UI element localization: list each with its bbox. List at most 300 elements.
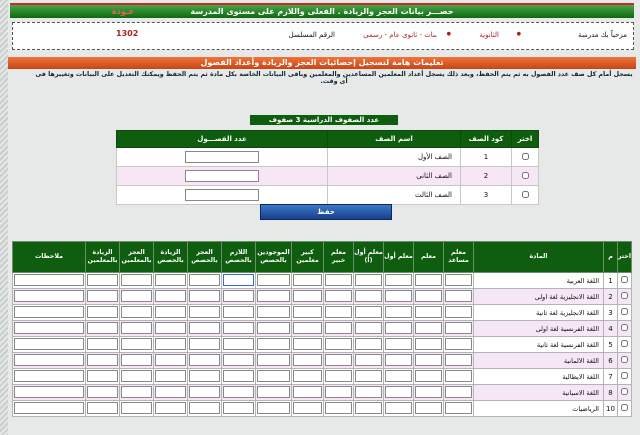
expert-teacher-input[interactable] — [325, 274, 352, 286]
table-row — [13, 401, 632, 417]
present-periods-input[interactable] — [257, 386, 289, 398]
assistant-teacher-input[interactable] — [445, 290, 472, 302]
expert-teacher-cell — [324, 321, 354, 337]
assistant-teacher-input[interactable] — [445, 370, 472, 382]
surplus-teachers-input[interactable] — [87, 306, 117, 318]
deficit-teachers-cell — [120, 353, 154, 369]
first-teacher-input[interactable] — [385, 290, 412, 302]
first-teacher-a-input[interactable] — [355, 322, 382, 334]
serial-number: 1302 — [116, 29, 139, 38]
senior-teacher-input[interactable] — [293, 354, 322, 366]
first-teacher-cell — [384, 305, 414, 321]
grade-code: 1 — [461, 148, 512, 167]
notes-input[interactable] — [14, 274, 84, 286]
deficit-periods-input[interactable] — [189, 370, 219, 382]
deficit-teachers-input[interactable] — [121, 274, 151, 286]
table-row — [13, 289, 632, 305]
first-teacher-input[interactable] — [385, 354, 412, 366]
first-teacher-cell — [384, 289, 414, 305]
assistant-teacher-cell — [444, 289, 474, 305]
present-periods-cell — [256, 305, 292, 321]
first-teacher-a-cell — [354, 401, 384, 417]
senior-teacher-cell — [292, 305, 324, 321]
save-button[interactable]: حفظ — [260, 204, 392, 220]
deficit-periods-input[interactable] — [189, 290, 219, 302]
senior-teacher-input[interactable] — [293, 274, 322, 286]
teacher-cell — [414, 353, 444, 369]
row-select — [618, 273, 632, 289]
school-info-box — [12, 22, 634, 50]
required-periods-cell — [222, 337, 256, 353]
first-teacher-a-input[interactable] — [355, 402, 382, 414]
present-periods-cell — [256, 337, 292, 353]
subjects-header-row — [13, 242, 632, 273]
present-periods-input[interactable] — [257, 322, 289, 334]
row-checkbox[interactable] — [621, 324, 628, 331]
notes-cell — [13, 305, 86, 321]
notes-input[interactable] — [14, 322, 84, 334]
surplus-periods-input[interactable] — [155, 370, 185, 382]
surplus-teachers-cell — [86, 337, 120, 353]
expert-teacher-cell — [324, 305, 354, 321]
surplus-periods-input[interactable] — [155, 402, 185, 414]
deficit-teachers-cell — [120, 385, 154, 401]
deficit-teachers-input[interactable] — [121, 402, 151, 414]
surplus-teachers-input[interactable] — [87, 338, 117, 350]
teacher-input[interactable] — [415, 322, 442, 334]
senior-teacher-cell — [292, 273, 324, 289]
deficit-teachers-input[interactable] — [121, 354, 151, 366]
present-periods-cell — [256, 401, 292, 417]
first-teacher-input[interactable] — [385, 306, 412, 318]
deficit-teachers-input[interactable] — [121, 322, 151, 334]
deficit-periods-input[interactable] — [189, 354, 219, 366]
first-teacher-a-cell — [354, 273, 384, 289]
first-teacher-a-input[interactable] — [355, 274, 382, 286]
subject-num: 6 — [604, 353, 618, 369]
classes-cell — [117, 148, 328, 167]
grades-count-heading: عدد الصفوف الدراسية 3 صفوف — [250, 115, 398, 125]
first-teacher-a-input[interactable] — [355, 338, 382, 350]
notes-input[interactable] — [14, 290, 84, 302]
first-teacher-a-input[interactable] — [355, 386, 382, 398]
notes-cell — [13, 401, 86, 417]
surplus-teachers-input[interactable] — [87, 274, 117, 286]
table-row — [117, 148, 539, 167]
first-teacher-input[interactable] — [385, 274, 412, 286]
subjects-table — [12, 241, 632, 417]
expert-teacher-cell — [324, 369, 354, 385]
surplus-teachers-input[interactable] — [87, 402, 117, 414]
back-link[interactable]: عـودة — [112, 7, 135, 16]
deficit-teachers-input[interactable] — [121, 290, 151, 302]
required-periods-input[interactable] — [223, 354, 253, 366]
present-periods-cell — [256, 385, 292, 401]
required-periods-cell — [222, 289, 256, 305]
surplus-teachers-input[interactable] — [87, 290, 117, 302]
surplus-periods-cell — [154, 289, 188, 305]
teacher-cell — [414, 273, 444, 289]
expert-teacher-cell — [324, 353, 354, 369]
title-bar — [10, 3, 634, 18]
col-deficit-periods: العجز بالحصص — [188, 242, 222, 273]
subject-name: اللغة الانجليزية لغة اولى — [474, 289, 604, 305]
surplus-teachers-cell — [86, 305, 120, 321]
surplus-periods-input[interactable] — [155, 338, 185, 350]
surplus-periods-cell — [154, 273, 188, 289]
subject-name: اللغة العربية — [474, 273, 604, 289]
col-select: اختر — [512, 131, 539, 148]
deficit-teachers-input[interactable] — [121, 370, 151, 382]
row-checkbox[interactable] — [621, 372, 628, 379]
table-row — [13, 305, 632, 321]
senior-teacher-input[interactable] — [293, 386, 322, 398]
col-assistant-teacher: معلم مساعد — [444, 242, 474, 273]
required-periods-input[interactable] — [223, 322, 253, 334]
teacher-input[interactable] — [415, 354, 442, 366]
first-teacher-input[interactable] — [385, 402, 412, 414]
grades-header-row — [117, 131, 539, 148]
deficit-teachers-cell — [120, 305, 154, 321]
first-teacher-cell — [384, 385, 414, 401]
row-select — [512, 167, 539, 186]
deficit-teachers-input[interactable] — [121, 386, 151, 398]
notes-input[interactable] — [14, 338, 84, 350]
required-periods-input[interactable] — [223, 306, 253, 318]
first-teacher-cell — [384, 337, 414, 353]
bullet-icon: ● — [516, 31, 521, 37]
surplus-teachers-input[interactable] — [87, 354, 117, 366]
grade-code: 3 — [461, 186, 512, 205]
deficit-periods-input[interactable] — [189, 338, 219, 350]
assistant-teacher-input[interactable] — [445, 274, 472, 286]
row-select — [512, 148, 539, 167]
left-texture-strip — [0, 0, 8, 435]
deficit-periods-input[interactable] — [189, 402, 219, 414]
teacher-cell — [414, 337, 444, 353]
serial-label: الرقم المسلسل — [288, 31, 335, 39]
present-periods-input[interactable] — [257, 338, 289, 350]
deficit-periods-cell — [188, 289, 222, 305]
assistant-teacher-input[interactable] — [445, 322, 472, 334]
present-periods-cell — [256, 289, 292, 305]
surplus-periods-input[interactable] — [155, 306, 185, 318]
subject-num: 4 — [604, 321, 618, 337]
deficit-teachers-cell — [120, 321, 154, 337]
senior-teacher-cell — [292, 321, 324, 337]
surplus-teachers-cell — [86, 401, 120, 417]
first-teacher-a-cell — [354, 353, 384, 369]
notes-cell — [13, 353, 86, 369]
school-type-value: بنات - ثانوى عام - رسمى — [363, 31, 437, 39]
grade-name: الصف الأول — [328, 148, 461, 167]
surplus-teachers-input[interactable] — [87, 370, 117, 382]
surplus-teachers-cell — [86, 385, 120, 401]
col-expert-teacher: معلم خبير — [324, 242, 354, 273]
senior-teacher-cell — [292, 337, 324, 353]
deficit-periods-cell — [188, 385, 222, 401]
teacher-cell — [414, 321, 444, 337]
row-select — [618, 289, 632, 305]
subject-num: 7 — [604, 369, 618, 385]
surplus-teachers-cell — [86, 289, 120, 305]
first-teacher-a-cell — [354, 385, 384, 401]
grade-name: الصف الثانى — [328, 167, 461, 186]
teacher-input[interactable] — [415, 306, 442, 318]
expert-teacher-cell — [324, 401, 354, 417]
required-periods-cell — [222, 321, 256, 337]
surplus-teachers-cell — [86, 353, 120, 369]
first-teacher-cell — [384, 273, 414, 289]
expert-teacher-input[interactable] — [325, 306, 352, 318]
deficit-periods-input[interactable] — [189, 306, 219, 318]
first-teacher-cell — [384, 321, 414, 337]
deficit-periods-cell — [188, 353, 222, 369]
notes-input[interactable] — [14, 370, 84, 382]
first-teacher-a-cell — [354, 369, 384, 385]
required-periods-input[interactable] — [223, 386, 253, 398]
deficit-teachers-input[interactable] — [121, 306, 151, 318]
surplus-teachers-cell — [86, 369, 120, 385]
required-periods-cell — [222, 369, 256, 385]
teacher-input[interactable] — [415, 370, 442, 382]
required-periods-input[interactable] — [223, 274, 253, 286]
surplus-periods-cell — [154, 337, 188, 353]
row-checkbox[interactable] — [522, 153, 529, 160]
assistant-teacher-input[interactable] — [445, 354, 472, 366]
surplus-periods-cell — [154, 353, 188, 369]
present-periods-input[interactable] — [257, 370, 289, 382]
notes-input[interactable] — [14, 306, 84, 318]
deficit-periods-cell — [188, 337, 222, 353]
expert-teacher-input[interactable] — [325, 338, 352, 350]
row-select — [618, 385, 632, 401]
assistant-teacher-input[interactable] — [445, 338, 472, 350]
surplus-periods-input[interactable] — [155, 290, 185, 302]
col-surplus-teachers: الزيادة بالمعلمين — [86, 242, 120, 273]
assistant-teacher-cell — [444, 401, 474, 417]
teacher-input[interactable] — [415, 274, 442, 286]
required-periods-cell — [222, 353, 256, 369]
teacher-cell — [414, 289, 444, 305]
row-select — [618, 321, 632, 337]
deficit-teachers-cell — [120, 337, 154, 353]
senior-teacher-cell — [292, 289, 324, 305]
required-periods-input[interactable] — [223, 338, 253, 350]
assistant-teacher-input[interactable] — [445, 306, 472, 318]
required-periods-cell — [222, 401, 256, 417]
senior-teacher-input[interactable] — [293, 370, 322, 382]
row-select — [618, 401, 632, 417]
notes-cell — [13, 369, 86, 385]
row-select — [618, 369, 632, 385]
table-row — [13, 337, 632, 353]
col-grade-code: كود الصف — [461, 131, 512, 148]
surplus-teachers-input[interactable] — [87, 386, 117, 398]
required-periods-input[interactable] — [223, 370, 253, 382]
first-teacher-input[interactable] — [385, 370, 412, 382]
first-teacher-input[interactable] — [385, 386, 412, 398]
row-checkbox[interactable] — [621, 340, 628, 347]
senior-teacher-input[interactable] — [293, 402, 322, 414]
expert-teacher-input[interactable] — [325, 322, 352, 334]
first-teacher-a-cell — [354, 289, 384, 305]
subject-num: 8 — [604, 385, 618, 401]
first-teacher-a-input[interactable] — [355, 290, 382, 302]
page-title: حصـــر بيانات العجز والزيادة . الفعلى واللازم على مستوى المدرسة — [190, 7, 454, 16]
table-row — [13, 369, 632, 385]
stage-value: الثانوية — [479, 31, 499, 39]
col-surplus-periods: الزيادة بالحصص — [154, 242, 188, 273]
subject-name: اللغة الانجليزية لغة ثانية — [474, 305, 604, 321]
present-periods-input[interactable] — [257, 306, 289, 318]
classes-count-input[interactable] — [185, 189, 259, 201]
subject-name: اللغة الالمانية — [474, 353, 604, 369]
expert-teacher-input[interactable] — [325, 370, 352, 382]
surplus-periods-input[interactable] — [155, 354, 185, 366]
row-checkbox[interactable] — [621, 404, 628, 411]
notes-cell — [13, 321, 86, 337]
classes-count-input[interactable] — [185, 151, 259, 163]
subject-num: 10 — [604, 401, 618, 417]
col-notes: ملاحظات — [13, 242, 86, 273]
teacher-cell — [414, 369, 444, 385]
expert-teacher-input[interactable] — [325, 290, 352, 302]
grades-table — [116, 130, 539, 205]
deficit-periods-input[interactable] — [189, 386, 219, 398]
row-select — [618, 337, 632, 353]
deficit-teachers-cell — [120, 369, 154, 385]
deficit-periods-input[interactable] — [189, 274, 219, 286]
assistant-teacher-input[interactable] — [445, 386, 472, 398]
present-periods-cell — [256, 353, 292, 369]
row-checkbox[interactable] — [621, 276, 628, 283]
first-teacher-a-input[interactable] — [355, 370, 382, 382]
row-checkbox[interactable] — [621, 308, 628, 315]
deficit-periods-cell — [188, 273, 222, 289]
teacher-input[interactable] — [415, 290, 442, 302]
first-teacher-cell — [384, 369, 414, 385]
deficit-periods-cell — [188, 305, 222, 321]
surplus-teachers-cell — [86, 321, 120, 337]
grade-code: 2 — [461, 167, 512, 186]
col-deficit-teachers: العجز بالمعلمين — [120, 242, 154, 273]
notes-input[interactable] — [14, 386, 84, 398]
subject-num: 2 — [604, 289, 618, 305]
expert-teacher-input[interactable] — [325, 402, 352, 414]
classes-count-input[interactable] — [185, 170, 259, 182]
deficit-periods-input[interactable] — [189, 322, 219, 334]
senior-teacher-input[interactable] — [293, 322, 322, 334]
required-periods-input[interactable] — [223, 402, 253, 414]
assistant-teacher-cell — [444, 353, 474, 369]
present-periods-input[interactable] — [257, 354, 289, 366]
classes-cell — [117, 167, 328, 186]
col-present-periods: الموجودين بالحصص — [256, 242, 292, 273]
first-teacher-a-input[interactable] — [355, 306, 382, 318]
teacher-input[interactable] — [415, 386, 442, 398]
required-periods-cell — [222, 305, 256, 321]
teacher-input[interactable] — [415, 402, 442, 414]
surplus-teachers-input[interactable] — [87, 322, 117, 334]
teacher-cell — [414, 401, 444, 417]
required-periods-input[interactable] — [223, 290, 253, 302]
teacher-cell — [414, 385, 444, 401]
col-first-teacher: معلم أول — [384, 242, 414, 273]
present-periods-input[interactable] — [257, 402, 289, 414]
assistant-teacher-cell — [444, 337, 474, 353]
first-teacher-a-input[interactable] — [355, 354, 382, 366]
first-teacher-input[interactable] — [385, 338, 412, 350]
senior-teacher-cell — [292, 353, 324, 369]
row-checkbox[interactable] — [522, 172, 529, 179]
col-select: اختر — [618, 242, 632, 273]
subject-name: اللغة الاسبانية — [474, 385, 604, 401]
senior-teacher-input[interactable] — [293, 306, 322, 318]
present-periods-input[interactable] — [257, 290, 289, 302]
surplus-periods-cell — [154, 401, 188, 417]
senior-teacher-cell — [292, 369, 324, 385]
row-checkbox[interactable] — [522, 191, 529, 198]
deficit-periods-cell — [188, 401, 222, 417]
surplus-periods-input[interactable] — [155, 386, 185, 398]
present-periods-input[interactable] — [257, 274, 289, 286]
teacher-input[interactable] — [415, 338, 442, 350]
row-checkbox[interactable] — [621, 292, 628, 299]
assistant-teacher-cell — [444, 385, 474, 401]
present-periods-cell — [256, 321, 292, 337]
first-teacher-input[interactable] — [385, 322, 412, 334]
instructions-text: يسجل أمام كل صف عدد الفصول به ثم يتم الحفظ، وبعد ذلك يسجل أعداد المعلمين المساعدين والمعلمين وباقى البيانات الخاصة بكل مادة ثم يتم الحفظ ويمكنك التعديل على البيانات وتغييرها فى أى وقت. — [35, 71, 633, 85]
notes-cell — [13, 289, 86, 305]
grade-name: الصف الثالث — [328, 186, 461, 205]
subject-num: 1 — [604, 273, 618, 289]
expert-teacher-cell — [324, 289, 354, 305]
teacher-cell — [414, 305, 444, 321]
first-teacher-a-cell — [354, 321, 384, 337]
surplus-periods-input[interactable] — [155, 322, 185, 334]
surplus-periods-cell — [154, 385, 188, 401]
row-select — [618, 353, 632, 369]
deficit-teachers-input[interactable] — [121, 338, 151, 350]
subject-name: اللغة الفرنسية لغة اولى — [474, 321, 604, 337]
notes-input[interactable] — [14, 402, 84, 414]
surplus-periods-input[interactable] — [155, 274, 185, 286]
senior-teacher-input[interactable] — [293, 338, 322, 350]
row-checkbox[interactable] — [621, 356, 628, 363]
col-teacher: معلم — [414, 242, 444, 273]
assistant-teacher-input[interactable] — [445, 402, 472, 414]
senior-teacher-cell — [292, 401, 324, 417]
table-row — [13, 385, 632, 401]
subjects-body — [13, 273, 632, 417]
table-row — [117, 167, 539, 186]
expert-teacher-cell — [324, 385, 354, 401]
expert-teacher-input[interactable] — [325, 386, 352, 398]
deficit-teachers-cell — [120, 401, 154, 417]
row-checkbox[interactable] — [621, 388, 628, 395]
expert-teacher-input[interactable] — [325, 354, 352, 366]
notes-cell — [13, 337, 86, 353]
page — [8, 0, 640, 435]
col-num: م — [604, 242, 618, 273]
table-row — [13, 353, 632, 369]
senior-teacher-input[interactable] — [293, 290, 322, 302]
assistant-teacher-cell — [444, 305, 474, 321]
deficit-teachers-cell — [120, 289, 154, 305]
notes-input[interactable] — [14, 354, 84, 366]
deficit-periods-cell — [188, 369, 222, 385]
